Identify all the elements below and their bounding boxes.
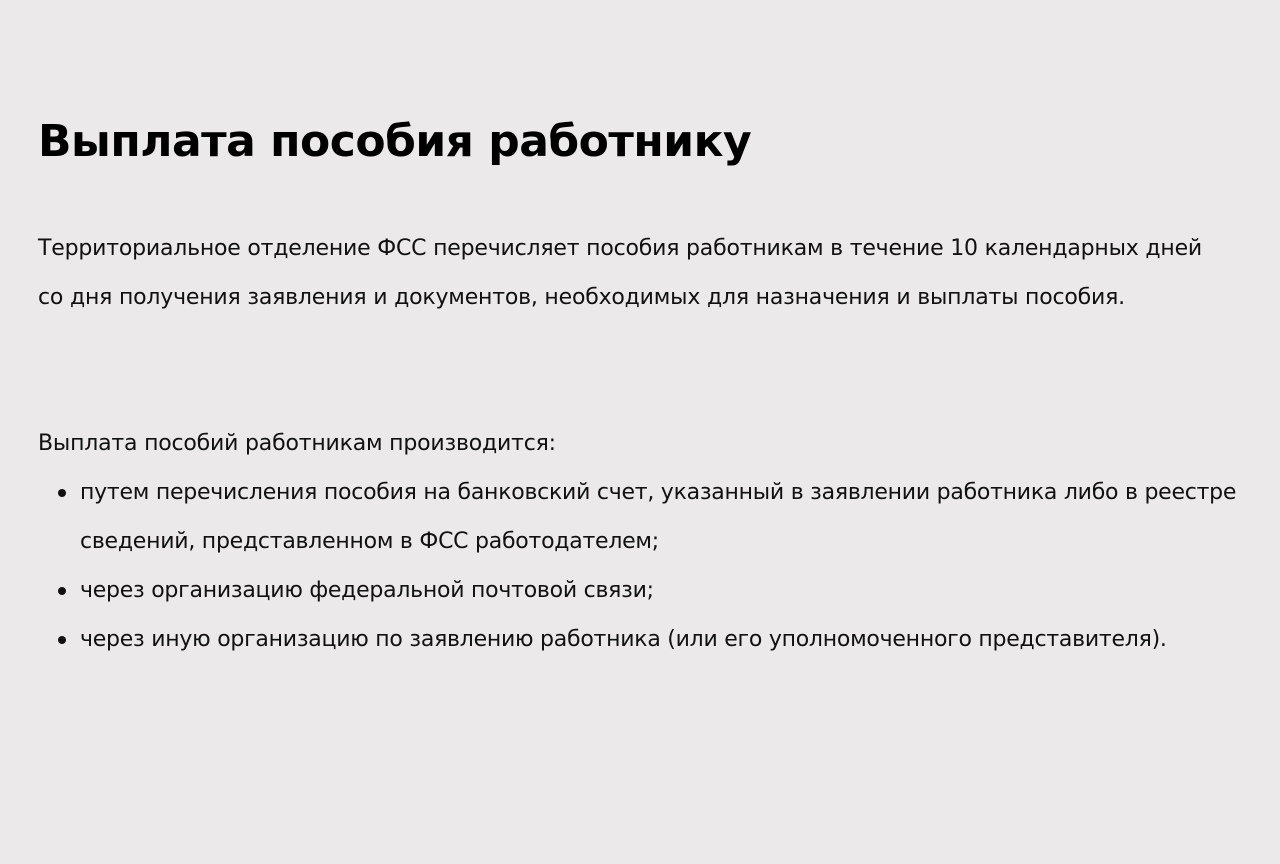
payment-methods-intro: Выплата пособий работникам производится: — [38, 431, 556, 456]
bullet-icon — [58, 489, 66, 497]
list-item — [38, 468, 1248, 566]
page-title: Выплата пособия работнику — [38, 116, 752, 167]
list-item-text: путем перечисления пособия на банковский счет, указанный в заявлении работника либо в реестре сведений, представленном в ФСС работодателем; — [80, 480, 1237, 554]
bullet-icon — [58, 587, 66, 595]
payment-timing-paragraph: Территориальное отделение ФСС перечисляет пособия работникам в течение 10 календарных дней со дня получения заявления и документов, необходимых для назначения и выплаты пособия. — [38, 236, 1203, 310]
list-item-text: через организацию федеральной почтовой связи; — [80, 578, 654, 603]
list-item — [38, 615, 1248, 664]
list-item-text: через иную организацию по заявлению работника (или его уполномоченного представителя). — [80, 627, 1167, 652]
list-item — [38, 566, 1248, 615]
bullet-icon — [58, 636, 66, 644]
payment-methods-list — [38, 468, 1248, 664]
